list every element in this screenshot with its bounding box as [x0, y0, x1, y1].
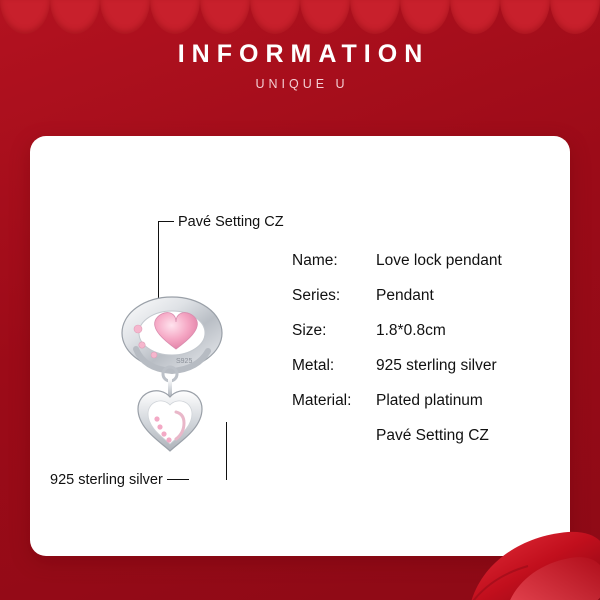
scallop-segment — [100, 0, 150, 34]
scallop-segment — [300, 0, 350, 34]
callout-leader-line — [167, 479, 189, 480]
spec-label: Series: — [292, 287, 341, 304]
spec-row — [292, 322, 560, 340]
spec-row — [292, 287, 560, 305]
callout-pave-setting — [158, 214, 284, 230]
info-card — [30, 136, 570, 556]
callout-sterling-silver-label: 925 sterling silver — [50, 472, 163, 488]
page-title: INFORMATION — [177, 40, 430, 68]
scallop-segment — [0, 0, 50, 34]
spec-value: Pavé Setting CZ — [376, 427, 489, 444]
scallop-segment — [350, 0, 400, 34]
spec-row — [292, 252, 560, 270]
spec-value: Plated platinum — [376, 392, 483, 409]
spec-row — [292, 357, 560, 375]
scallop-segment — [450, 0, 500, 34]
lock-charm-icon — [110, 271, 250, 481]
callout-leader-line — [158, 221, 174, 222]
callout-leader-vertical-bottom — [226, 422, 227, 480]
scallop-segment — [550, 0, 600, 34]
spec-label: Name: — [292, 252, 338, 269]
scallop-segment — [50, 0, 100, 34]
callout-sterling-silver — [50, 472, 189, 488]
product-illustration — [50, 166, 310, 536]
spec-label: Material: — [292, 392, 352, 409]
header — [0, 40, 600, 91]
scallop-segment — [150, 0, 200, 34]
scallop-segment — [500, 0, 550, 34]
callout-pave-setting-label: Pavé Setting CZ — [178, 214, 284, 230]
silver-stamp: S925 — [176, 358, 193, 365]
spec-list — [292, 252, 560, 462]
spec-value: Love lock pendant — [376, 252, 502, 269]
page-subtitle: UNIQUE U — [255, 77, 349, 91]
scallop-segment — [250, 0, 300, 34]
heart-pendant-icon — [138, 391, 202, 451]
spec-row — [292, 392, 560, 410]
spec-value: Pendant — [376, 287, 434, 304]
scallop-segment — [200, 0, 250, 34]
spec-value: 1.8*0.8cm — [376, 322, 446, 339]
spec-value: 925 sterling silver — [376, 357, 497, 374]
spec-label: Size: — [292, 322, 327, 339]
scallop-segment — [400, 0, 450, 34]
spec-label: Metal: — [292, 357, 335, 374]
spec-row — [292, 427, 560, 445]
scallop-border — [0, 0, 600, 34]
